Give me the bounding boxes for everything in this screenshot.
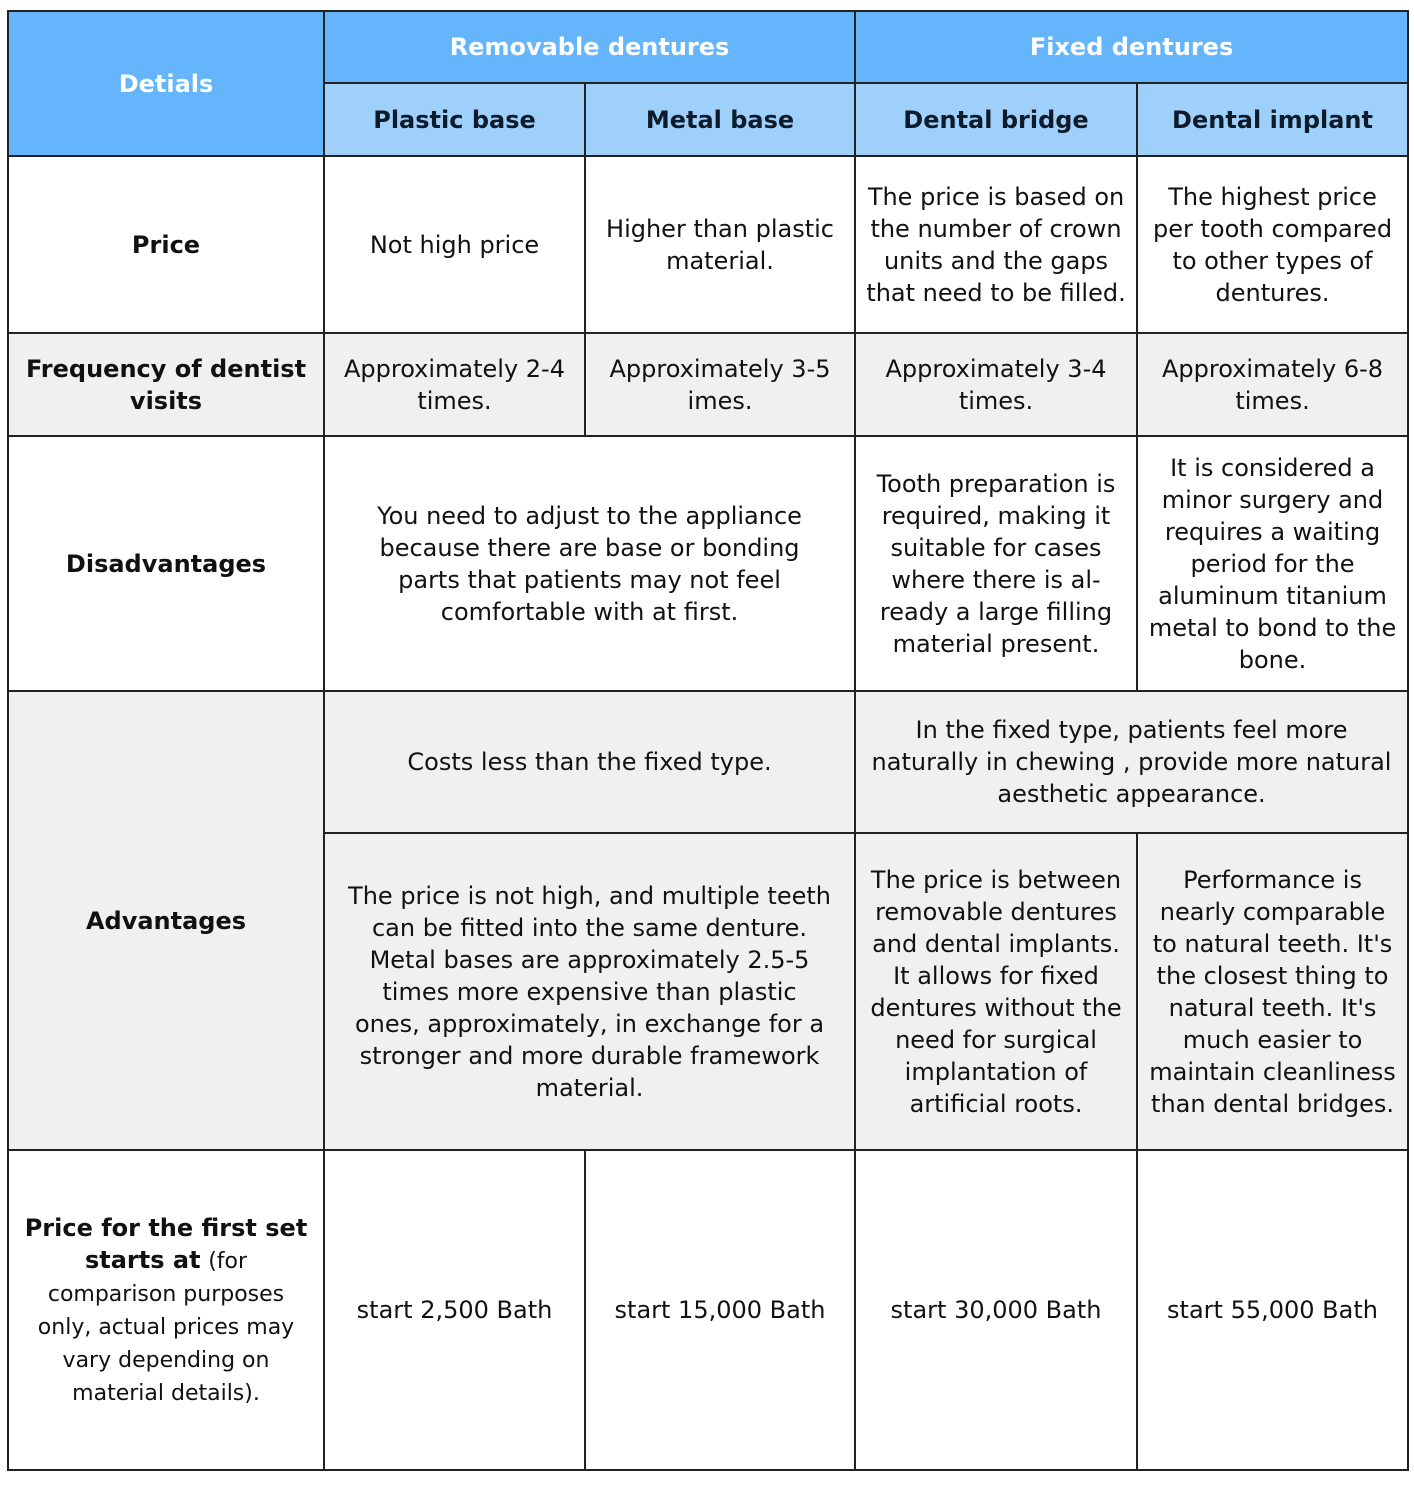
disadvantages-implant-cell: It is considered a minor surgery and requires a waiting period for the aluminum titanium metal to bond to the bone.	[1137, 436, 1408, 691]
disadvantages-bridge-cell: Tooth preparation is required, making it suitable for cases where there is al-ready a large filling material present.	[855, 436, 1137, 691]
advantages-row-general	[8, 691, 1408, 833]
frequency-row	[8, 333, 1408, 436]
advantages-bridge-detail-cell: The price is between removable dentures and dental implants. It allows for fixed dentures without the need for surgical implantation of artificial roots.	[855, 833, 1137, 1150]
frequency-metal-cell: Approximately 3-5 imes.	[585, 333, 855, 436]
denture-comparison-table	[7, 10, 1409, 1471]
advantages-removable-detail-cell: The price is not high, and multiple teeth can be fitted into the same denture. Metal bases are approximately 2.5-5 times more expensive than plastic ones, approximately, in exchange for a stronger and more durable framework material.	[324, 833, 855, 1150]
start-price-bridge-cell: start 30,000 Bath	[855, 1150, 1137, 1470]
start-price-plastic-cell: start 2,500 Bath	[324, 1150, 585, 1470]
metal-base-header: Metal base	[585, 83, 855, 156]
start-price-row	[8, 1150, 1408, 1470]
start-price-implant-cell: start 55,000 Bath	[1137, 1150, 1408, 1470]
start-price-label	[8, 1150, 324, 1470]
price-bridge-cell: The price is based on the number of crown units and the gaps that need to be filled.	[855, 156, 1137, 333]
plastic-base-header: Plastic base	[324, 83, 585, 156]
frequency-label: Frequency of dentist visits	[8, 333, 324, 436]
price-metal-cell: Higher than plastic material.	[585, 156, 855, 333]
fixed-dentures-header: Fixed dentures	[855, 11, 1408, 83]
start-price-label-bold: Price for the first set starts at	[24, 1213, 308, 1274]
dental-implant-header: Dental implant	[1137, 83, 1408, 156]
dental-bridge-header: Dental bridge	[855, 83, 1137, 156]
advantages-removable-general-cell: Costs less than the fixed type.	[324, 691, 855, 833]
advantages-label: Advantages	[8, 691, 324, 1150]
frequency-plastic-cell: Approximately 2-4 times.	[324, 333, 585, 436]
price-plastic-cell: Not high price	[324, 156, 585, 333]
details-header: Detials	[8, 11, 324, 156]
advantages-fixed-general-cell: In the fixed type, patients feel more naturally in chewing , provide more natural aesthetic appearance.	[855, 691, 1408, 833]
price-row	[8, 156, 1408, 333]
price-label: Price	[8, 156, 324, 333]
disadvantages-row	[8, 436, 1408, 691]
frequency-implant-cell: Approximately 6-8 times.	[1137, 333, 1408, 436]
start-price-metal-cell: start 15,000 Bath	[585, 1150, 855, 1470]
start-price-label-note: (for comparison purposes only, actual prices may vary depending on material details).	[37, 1248, 295, 1406]
price-implant-cell: The highest price per tooth compared to other types of dentures.	[1137, 156, 1408, 333]
frequency-bridge-cell: Approximately 3-4 times.	[855, 333, 1137, 436]
removable-dentures-header: Removable dentures	[324, 11, 855, 83]
disadvantages-label: Disadvantages	[8, 436, 324, 691]
disadvantages-removable-cell: You need to adjust to the appliance because there are base or bonding parts that patients may not feel comfortable with at first.	[324, 436, 855, 691]
advantages-implant-detail-cell: Performance is nearly comparable to natural teeth. It's the closest thing to natural teeth. It's much easier to maintain cleanliness than dental bridges.	[1137, 833, 1408, 1150]
